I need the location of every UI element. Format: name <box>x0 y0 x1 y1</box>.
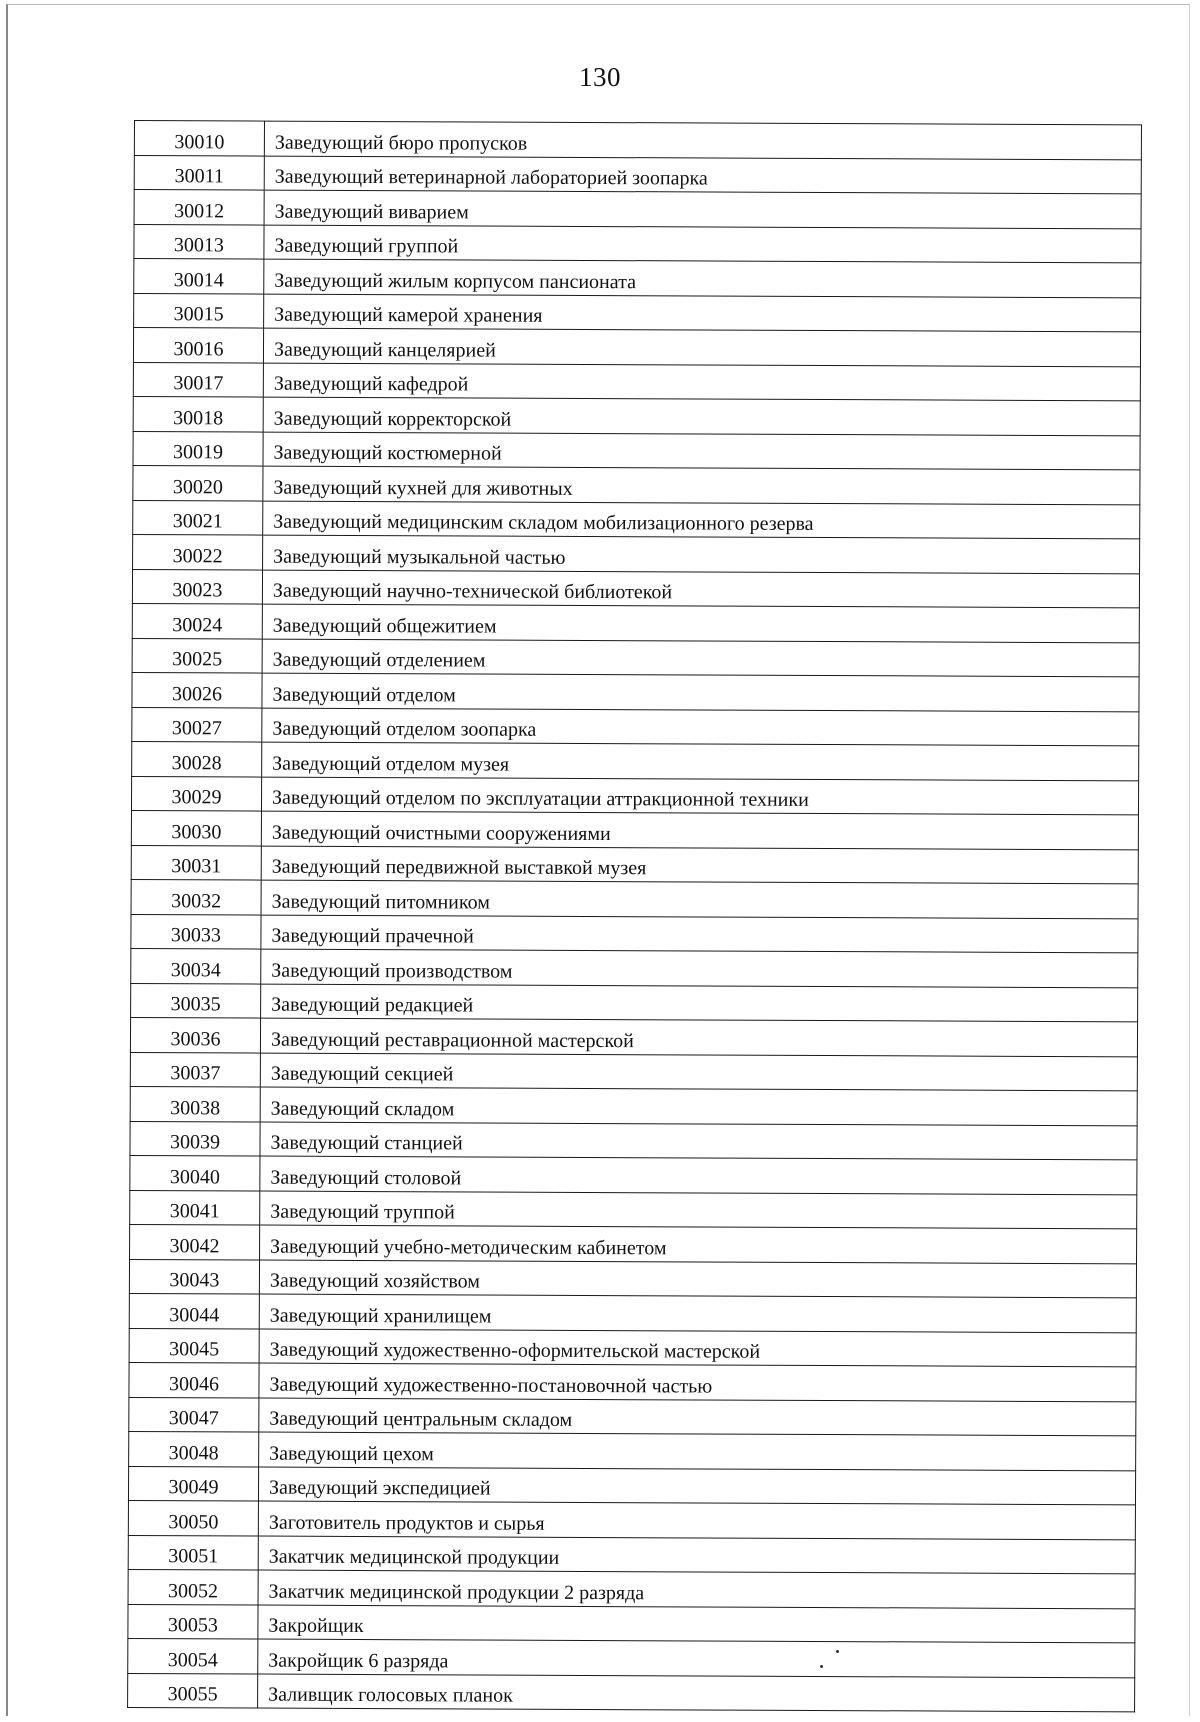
row-code: 30047 <box>129 1397 259 1432</box>
table-row <box>131 810 1138 849</box>
row-title: Заведующий питомником <box>261 880 1138 918</box>
row-title: Заведующий канцелярией <box>263 328 1140 366</box>
row-code: 30045 <box>129 1328 259 1363</box>
table-row <box>129 1397 1136 1436</box>
table-row <box>130 1017 1137 1056</box>
table-row <box>134 259 1141 298</box>
row-code: 30029 <box>131 776 261 811</box>
row-title: Заведующий редакцией <box>261 984 1138 1022</box>
table-row <box>133 362 1140 401</box>
table-row <box>128 1466 1135 1505</box>
table-row <box>129 1362 1136 1401</box>
row-title: Заведующий виварием <box>264 190 1141 228</box>
row-code: 30052 <box>128 1569 258 1604</box>
row-title: Заведующий прачечной <box>261 915 1138 953</box>
row-code: 30033 <box>131 914 261 949</box>
row-title: Закройщик <box>258 1605 1135 1643</box>
row-title: Заведующий отделом зоопарка <box>262 708 1139 746</box>
table-row <box>131 845 1138 884</box>
row-title: Заведующий производством <box>261 949 1138 987</box>
table-row <box>131 776 1138 815</box>
row-title: Заведующий отделом музея <box>262 742 1139 780</box>
row-title: Заведующий костюмерной <box>263 432 1140 470</box>
row-title: Заведующий учебно-методическим кабинетом <box>260 1225 1137 1263</box>
table-row <box>133 500 1140 539</box>
table-row <box>131 879 1138 918</box>
table-row <box>128 1638 1135 1677</box>
row-code: 30034 <box>131 948 261 983</box>
row-code: 30036 <box>130 1017 260 1052</box>
table-row <box>133 465 1140 504</box>
table-row <box>133 328 1140 367</box>
row-code: 30040 <box>130 1155 260 1190</box>
row-title: Заведующий отделом по эксплуатации аттракционной техники <box>261 777 1138 815</box>
row-code: 30030 <box>131 810 261 845</box>
row-code: 30019 <box>133 431 263 466</box>
table-row <box>131 914 1138 953</box>
scan-speck <box>836 1650 839 1653</box>
row-code: 30012 <box>134 190 264 225</box>
row-code: 30017 <box>133 362 263 397</box>
row-code: 30035 <box>131 983 261 1018</box>
table-row <box>128 1500 1135 1539</box>
page-number: 130 <box>579 62 621 92</box>
row-title: Заведующий корректорской <box>263 397 1140 435</box>
row-title: Заведующий столовой <box>260 1156 1137 1194</box>
row-title: Заведующий станцией <box>260 1122 1137 1160</box>
row-title: Заведующий хранилищем <box>259 1294 1136 1332</box>
row-code: 30042 <box>130 1224 260 1259</box>
table-row <box>128 1604 1135 1643</box>
row-code: 30049 <box>128 1466 258 1501</box>
table-row <box>128 1673 1135 1712</box>
row-title: Заведующий отделением <box>262 639 1139 677</box>
row-title: Закатчик медицинской продукции <box>258 1536 1135 1574</box>
table-row <box>131 948 1138 987</box>
table-body <box>128 121 1142 1712</box>
table-row <box>134 121 1141 160</box>
row-code: 30020 <box>133 465 263 500</box>
table-row <box>130 1190 1137 1229</box>
row-code: 30024 <box>132 603 262 638</box>
table-row <box>128 1569 1135 1608</box>
row-title: Заведующий кафедрой <box>263 363 1140 401</box>
row-code: 30018 <box>133 396 263 431</box>
table-row <box>130 1224 1137 1263</box>
row-title: Закройщик 6 разряда <box>258 1639 1135 1677</box>
table-row <box>134 155 1141 194</box>
row-code: 30028 <box>132 741 262 776</box>
row-code: 30039 <box>130 1121 260 1156</box>
table-row <box>131 983 1138 1022</box>
row-title: Заведующий труппой <box>260 1191 1137 1229</box>
row-title: Заведующий экспедицией <box>258 1467 1135 1505</box>
row-code: 30050 <box>128 1500 258 1535</box>
row-code: 30053 <box>128 1604 258 1639</box>
row-code: 30022 <box>133 534 263 569</box>
row-title: Заведующий очистными сооружениями <box>261 811 1138 849</box>
row-code: 30025 <box>132 638 262 673</box>
table-row <box>130 1086 1137 1125</box>
table-row <box>132 672 1139 711</box>
table-row <box>133 534 1140 573</box>
row-code: 30044 <box>129 1293 259 1328</box>
row-code: 30048 <box>129 1431 259 1466</box>
table-row <box>129 1293 1136 1332</box>
table-row <box>130 1121 1137 1160</box>
row-title: Заведующий общежитием <box>262 604 1139 642</box>
row-title: Заведующий отделом <box>262 673 1139 711</box>
row-code: 30023 <box>132 569 262 604</box>
table-row <box>132 741 1139 780</box>
row-title: Заведующий камерой хранения <box>264 294 1141 332</box>
row-code: 30016 <box>133 328 263 363</box>
table-row <box>134 293 1141 332</box>
row-code: 30011 <box>134 155 264 190</box>
row-title: Закатчик медицинской продукции 2 разряда <box>258 1570 1135 1608</box>
row-title: Заведующий секцией <box>260 1053 1137 1091</box>
row-title: Заведующий музыкальной частью <box>263 535 1140 573</box>
table-row <box>132 638 1139 677</box>
table-row <box>132 603 1139 642</box>
row-code: 30010 <box>134 121 264 156</box>
row-code: 30054 <box>128 1638 258 1673</box>
row-code: 30013 <box>134 224 264 259</box>
row-code: 30031 <box>131 845 261 880</box>
row-code: 30051 <box>128 1535 258 1570</box>
table-row <box>133 396 1140 435</box>
table-row <box>132 569 1139 608</box>
table-row <box>130 1155 1137 1194</box>
row-title: Заведующий медицинским складом мобилизационного резерва <box>263 501 1140 539</box>
row-code: 30032 <box>131 879 261 914</box>
row-title: Заведующий научно-технической библиотекой <box>262 570 1139 608</box>
row-title: Заведующий цехом <box>259 1432 1136 1470</box>
row-title: Заготовитель продуктов и сырья <box>258 1501 1135 1539</box>
table-row <box>132 707 1139 746</box>
row-code: 30026 <box>132 672 262 707</box>
row-title: Заведующий группой <box>264 225 1141 263</box>
row-title: Заведующий ветеринарной лабораторией зоопарка <box>264 156 1141 194</box>
table-row <box>128 1535 1135 1574</box>
row-title: Заведующий центральным складом <box>259 1398 1136 1436</box>
row-title: Заведующий реставрационной мастерской <box>260 1018 1137 1056</box>
row-code: 30046 <box>129 1362 259 1397</box>
scan-speck <box>820 1665 823 1668</box>
row-code: 30014 <box>134 259 264 294</box>
row-code: 30055 <box>128 1673 258 1708</box>
row-title: Заведующий художественно-оформительской мастерской <box>259 1329 1136 1367</box>
row-title: Заведующий передвижной выставкой музея <box>261 846 1138 884</box>
table-row <box>129 1328 1136 1367</box>
row-title: Заведующий жилым корпусом пансионата <box>264 259 1141 297</box>
row-title: Заведующий складом <box>260 1087 1137 1125</box>
row-code: 30021 <box>133 500 263 535</box>
row-code: 30041 <box>130 1190 260 1225</box>
table-row <box>129 1259 1136 1298</box>
row-code: 30038 <box>130 1086 260 1121</box>
row-title: Заведующий художественно-постановочной частью <box>259 1363 1136 1401</box>
row-title: Заливщик голосовых планок <box>258 1674 1135 1712</box>
occupations-table <box>127 120 1142 1712</box>
table-row <box>134 224 1141 263</box>
row-code: 30015 <box>134 293 264 328</box>
row-code: 30043 <box>129 1259 259 1294</box>
table-row <box>129 1431 1136 1470</box>
row-title: Заведующий бюро пропусков <box>264 121 1141 159</box>
row-title: Заведующий кухней для животных <box>263 466 1140 504</box>
row-code: 30037 <box>130 1052 260 1087</box>
row-code: 30027 <box>132 707 262 742</box>
table-row <box>133 431 1140 470</box>
row-title: Заведующий хозяйством <box>259 1260 1136 1298</box>
table-row <box>130 1052 1137 1091</box>
table-row <box>134 190 1141 229</box>
